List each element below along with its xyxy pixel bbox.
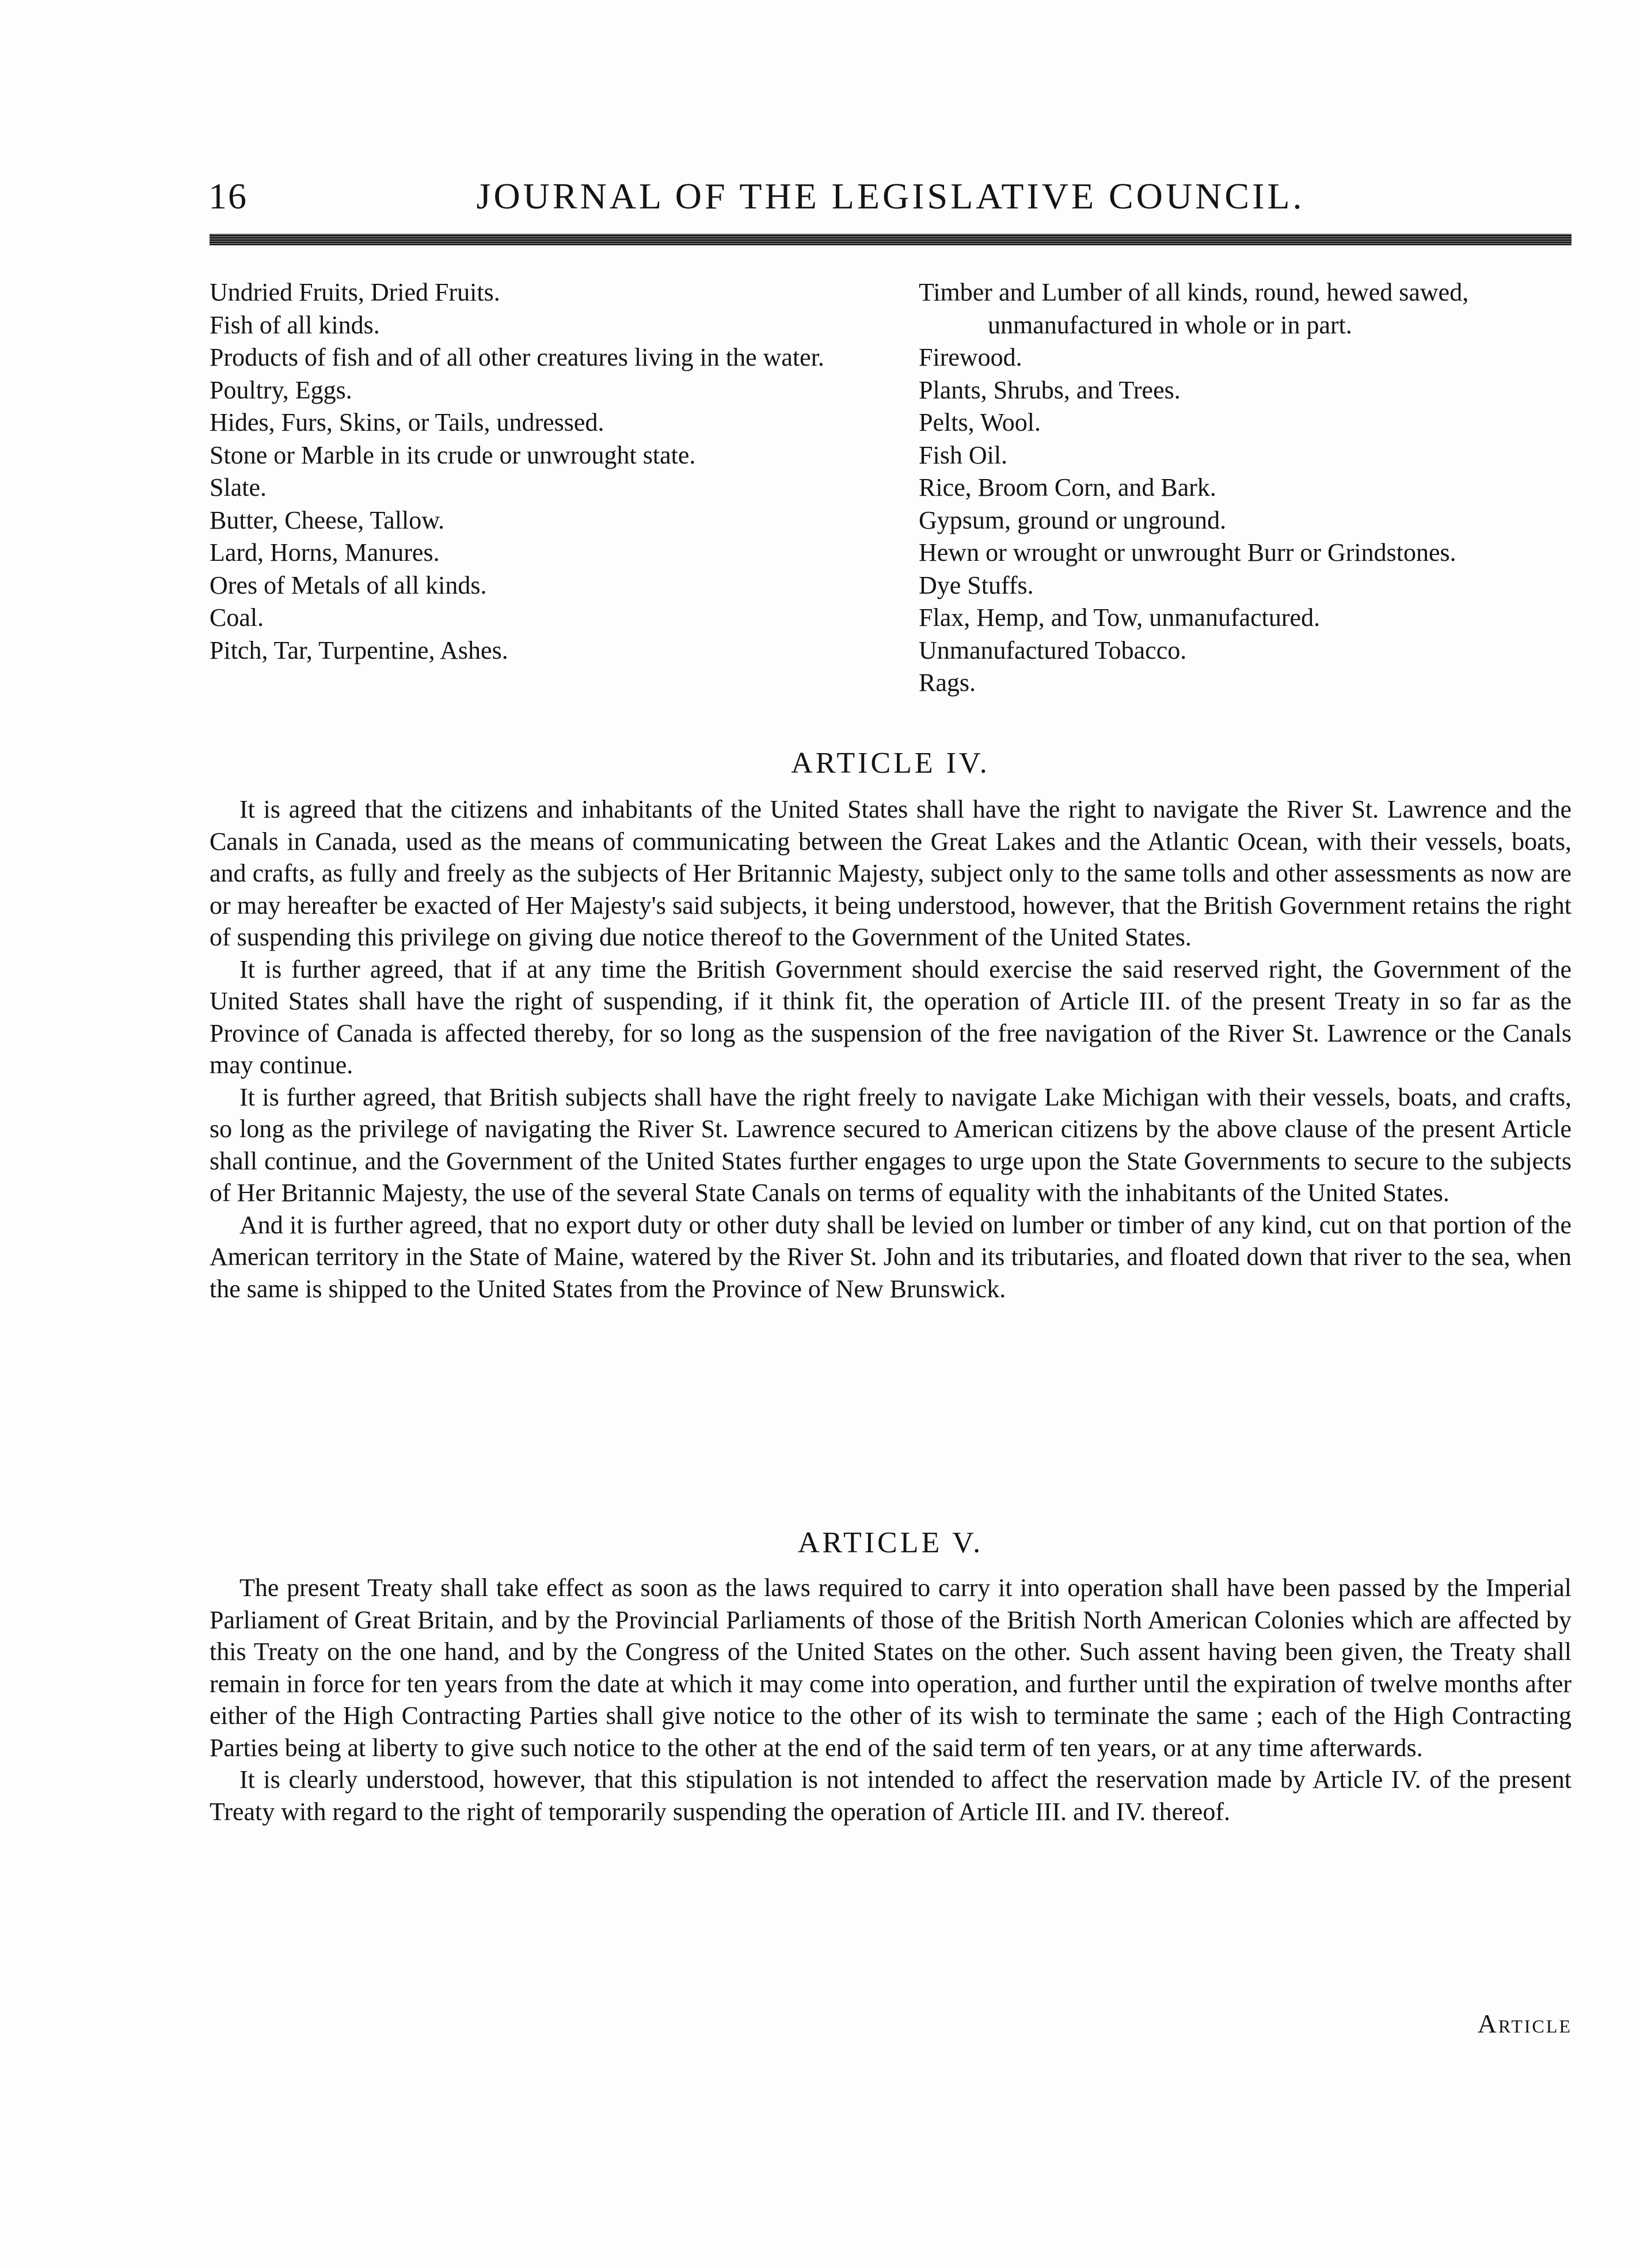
duty-free-list-right [919,276,1571,700]
list-item: Dye Stuffs. [919,571,1034,599]
article-iv-body [210,793,1571,1305]
catchword: Article [1477,2009,1572,2038]
list-item: Products of fish and of all other creatures living in the water. [210,343,824,371]
article-paragraph: It is clearly understood, however, that this stipulation is not intended to affect the reservation made by Article IV. of the present Treaty with regard to the right of temporarily suspending the operation of Article III. and IV. thereof. [210,1765,1571,1826]
list-item: Ores of Metals of all kinds. [210,571,487,599]
article-v-heading: ARTICLE V. [797,1526,984,1559]
list-item: Rice, Broom Corn, and Bark. [919,473,1216,502]
list-item: Pitch, Tar, Turpentine, Ashes. [210,636,508,664]
list-item: Timber and Lumber of all kinds, round, hewed sawed, unmanufactured in whole or in part. [919,278,1469,339]
list-item: Fish of all kinds. [210,310,380,339]
list-item: Rags. [919,668,976,697]
list-item: Gypsum, ground or unground. [919,506,1227,534]
list-item: Flax, Hemp, and Tow, unmanufactured. [919,603,1321,632]
list-item: Undried Fruits, Dried Fruits. [210,278,500,306]
list-item: Unmanufactured Tobacco. [919,636,1187,664]
duty-free-list-left [210,276,889,667]
article-paragraph: The present Treaty shall take effect as soon as the laws required to carry it into operation shall have been passed by the Imperial Parliament of Great Britain, and by the Provincial Parliaments of those of the British North American Colonies which are affected by this Treaty on the one hand, and by the Congress of the United States on the other. Such assent having been given, the Treaty shall remain in force for ten years from the date at which it may come into operation, and further until the expiration of twelve months after either of the High Contracting Parties shall give notice to the other of its wish to terminate the same ; each of the High Contracting Parties being at liberty to give such notice to the other at the end of the said term of ten years, or at any time afterwards. [210,1574,1571,1762]
list-item: Hides, Furs, Skins, or Tails, undressed. [210,408,604,436]
list-item: Coal. [210,603,264,632]
list-item: Plants, Shrubs, and Trees. [919,375,1181,404]
page-number: 16 [208,176,248,216]
list-item: Butter, Cheese, Tallow. [210,506,445,534]
list-item: Hewn or wrought or unwrought Burr or Grindstones. [919,538,1456,567]
article-iv-heading: ARTICLE IV. [791,747,990,780]
page-header [208,170,1573,222]
list-item: Lard, Horns, Manures. [210,538,440,567]
list-item: Pelts, Wool. [919,408,1041,436]
list-item: Fish Oil. [919,440,1008,469]
article-v-body [210,1572,1571,1828]
list-item: Poultry, Eggs. [210,375,352,404]
article-paragraph: And it is further agreed, that no export duty or other duty shall be levied on lumber or timber of any kind, cut on that portion of the American territory in the State of Maine, watered by the River St. John and its tributaries, and floated down that river to the sea, when the same is shipped to the United States from the Province of New Brunswick. [210,1210,1571,1303]
list-item: Stone or Marble in its crude or unwrought state. [210,440,696,469]
list-item: Slate. [210,473,267,502]
running-title: JOURNAL OF THE LEGISLATIVE COUNCIL. [476,176,1305,216]
list-item: Firewood. [919,343,1022,371]
article-paragraph: It is further agreed, that if at any time the British Government should exercise the said reserved right, the Government of the United States shall have the right of suspending, if it think fit, the operation of Article III. of the present Treaty in so far as the Province of Canada is affected thereby, for so long as the suspension of the free navigation of the River St. Lawrence or the Canals may continue. [210,955,1571,1079]
article-paragraph: It is further agreed, that British subjects shall have the right freely to navigate Lake Michigan with their vessels, boats, and crafts, so long as the privilege of navigating the River St. Lawrence secured to American citizens by the above clause of the present Article shall continue, and the Government of the United States further engages to urge upon the State Governments to secure to the subjects of Her Britannic Majesty, the use of the several State Canals on terms of equality with the inhabitants of the United States. [210,1082,1571,1207]
article-paragraph: It is agreed that the citizens and inhabitants of the United States shall have the right to navigate the River St. Lawrence and the Canals in Canada, used as the means of communicating between the Great Lakes and the Atlantic Ocean, with their vessels, boats, and crafts, as fully and freely as the subjects of Her Britannic Majesty, subject only to the same tolls and other assessments as now are or may hereafter be exacted of Her Majesty's said subjects, it being understood, however, that the British Government retains the right of suspending this privilege on giving due notice thereof to the Government of the United States. [210,795,1571,951]
header-rule [210,234,1571,245]
